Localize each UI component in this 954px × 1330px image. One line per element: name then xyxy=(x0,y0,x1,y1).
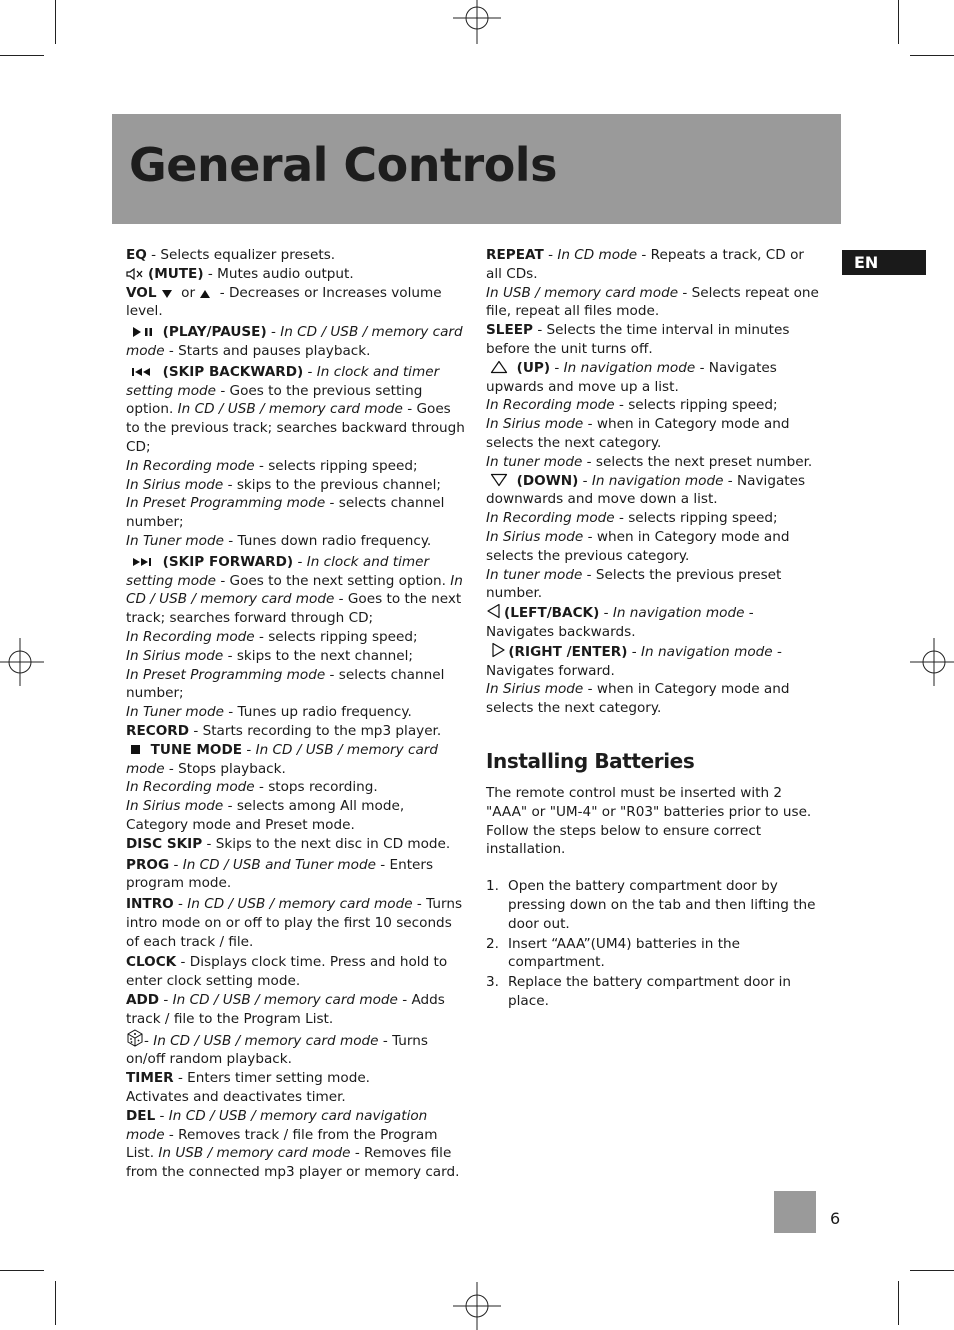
mode-line: In Sirius mode - when in Category mode and selects the next category. xyxy=(486,416,790,451)
skip-forward-icon xyxy=(130,556,154,568)
key-label: (PLAY/PAUSE) xyxy=(162,324,267,341)
left-arrow-icon xyxy=(486,603,502,619)
mode-line: In Preset Programming mode - selects channel number; xyxy=(126,495,445,531)
crop-mark xyxy=(0,1270,44,1271)
skip-forward-entry: (SKIP FORWARD) - In clock and timer setting mode - Goes to the next setting option. In CD / USB / memory card mode - Goes to the next track; searches forward through CD; xyxy=(126,553,463,627)
key-label: REPEAT xyxy=(486,247,544,263)
mode-line: In Recording mode - stops recording. xyxy=(126,779,378,796)
right-column xyxy=(486,246,822,1012)
key-label: INTRO xyxy=(126,896,174,913)
registration-mark-icon xyxy=(0,638,48,686)
up-entry: (UP) - In navigation mode - Navigates upwards and move up a list. xyxy=(486,359,777,395)
mute-icon xyxy=(126,268,144,280)
page-number-tab xyxy=(774,1191,816,1233)
random-entry: - In CD / USB / memory card mode - Turns on/off random playback. xyxy=(126,1029,466,1070)
key-label: ADD xyxy=(126,992,160,1009)
play-pause-entry: (PLAY/PAUSE) - In CD / USB / memory card mode - Starts and pauses playback. xyxy=(126,324,463,359)
sleep-entry: SLEEP - Selects the time interval in minutes before the unit turns off. xyxy=(486,322,790,357)
key-label: PROG xyxy=(126,856,170,873)
crop-mark xyxy=(898,0,899,44)
triangle-up-icon xyxy=(199,289,211,299)
crop-mark xyxy=(910,55,954,56)
list-item: 1. Open the battery compartment door by pressing down on the tab and then lifting the door out. xyxy=(486,878,816,932)
intro-entry: INTRO - In CD / USB / memory card mode - Turns intro mode on or off to play the first 10 seconds of each track / file. xyxy=(126,896,463,950)
list-item: 3. Replace the battery compartment door in place. xyxy=(486,974,792,1009)
mode-line: In Recording mode - selects ripping speed; xyxy=(486,397,778,414)
key-label: RECORD xyxy=(126,722,190,739)
crop-mark xyxy=(910,1270,954,1271)
mode-line: In Sirius mode - skips to the previous channel; xyxy=(126,476,442,493)
timer-line: Activates and deactivates timer. xyxy=(126,1089,346,1106)
mode-line: In Tuner mode - Tunes up radio frequency. xyxy=(126,704,412,721)
key-label: TUNE MODE xyxy=(150,741,243,758)
triangle-down-icon xyxy=(161,289,173,299)
del-entry: DEL - In CD / USB / memory card navigation mode - Removes track / file from the Program List. In USB / memory card mode - Removes file from the connected mp3 player or memory card. xyxy=(126,1107,460,1181)
key-label: (SKIP FORWARD) xyxy=(162,553,294,570)
clock-entry: CLOCK - Displays clock time. Press and hold to enter clock setting mode. xyxy=(126,954,448,990)
mode-line: In Recording mode - selects ripping speed; xyxy=(126,628,418,645)
language-tab: EN xyxy=(842,250,926,275)
crop-mark xyxy=(55,0,56,44)
list-item: 2. Insert “AAA”(UM4) batteries in the compartment. xyxy=(486,935,741,971)
key-label: TIMER xyxy=(126,1070,174,1087)
title-banner xyxy=(112,114,841,224)
mode-line: In tuner mode - Selects the previous preset number. xyxy=(486,566,782,602)
section-heading: Installing Batteries xyxy=(486,748,695,773)
page-number: 6 xyxy=(830,1209,841,1228)
play-pause-icon xyxy=(130,326,154,338)
mode-line: In Sirius mode - when in Category mode and selects the previous category. xyxy=(486,528,790,564)
mode-line: In Sirius mode - selects among All mode, Category mode and Preset mode. xyxy=(126,798,405,833)
disc-skip-entry: DISC SKIP - Skips to the next disc in CD mode. xyxy=(126,835,451,852)
mode-line: In Preset Programming mode - selects channel number; xyxy=(126,666,445,702)
left-back-entry: (LEFT/BACK) - In navigation mode - Navigates backwards. xyxy=(486,605,754,640)
batteries-intro: The remote control must be inserted with 2 "AAA" or "UM-4" or "R03" batteries prior to use. Follow the steps below to ensure correct installation. xyxy=(486,784,812,858)
mode-line: In Sirius mode - skips to the next channel; xyxy=(126,647,414,664)
key-label: VOL xyxy=(126,284,157,301)
skip-backward-icon xyxy=(130,366,154,378)
key-label: DEL xyxy=(126,1107,156,1124)
installation-steps xyxy=(486,877,822,1011)
page-title: General Controls xyxy=(129,138,557,192)
prog-entry: PROG - In CD / USB and Tuner mode - Enters program mode. xyxy=(126,856,434,892)
right-enter-entry: (RIGHT /ENTER) - In navigation mode - Navigates forward. xyxy=(486,643,782,679)
record-entry: RECORD - Starts recording to the mp3 player. xyxy=(126,722,442,739)
up-arrow-icon xyxy=(490,360,508,374)
mode-line: In Tuner mode - Tunes down radio frequency. xyxy=(126,532,432,549)
registration-mark-icon xyxy=(906,638,954,686)
right-arrow-icon xyxy=(490,642,506,658)
left-column xyxy=(126,246,466,1182)
down-arrow-icon xyxy=(490,473,508,487)
mode-line: In Sirius mode - when in Category mode and selects the next category. xyxy=(486,681,790,717)
key-label: (RIGHT /ENTER) xyxy=(508,643,628,660)
key-label: SLEEP xyxy=(486,322,533,339)
mode-line: In Recording mode - selects ripping speed; xyxy=(486,510,778,527)
crop-mark xyxy=(0,55,44,56)
repeat-entry: REPEAT - In CD mode - Repeats a track, CD or all CDs. xyxy=(486,247,804,282)
key-label: CLOCK xyxy=(126,954,177,971)
key-label: (LEFT/BACK) xyxy=(504,605,600,622)
key-label: (MUTE) xyxy=(148,265,204,282)
eq-entry: EQ - Selects equalizer presets. xyxy=(126,247,336,263)
crop-mark xyxy=(898,1281,899,1325)
registration-mark-icon xyxy=(453,0,501,48)
stop-icon xyxy=(130,744,142,756)
key-label: DISC SKIP xyxy=(126,835,203,852)
mode-line: In Recording mode - selects ripping speed; xyxy=(126,457,418,474)
vol-entry: VOL or - Decreases or Increases volume level. xyxy=(126,284,442,320)
key-label: (UP) xyxy=(516,359,551,376)
crop-mark xyxy=(55,1281,56,1325)
tune-mode-entry: TUNE MODE - In CD / USB / memory card mode - Stops playback. xyxy=(126,741,438,777)
mode-line: In tuner mode - selects the next preset number. xyxy=(486,453,813,470)
key-label: (SKIP BACKWARD) xyxy=(162,363,304,380)
mode-line: In USB / memory card mode - Selects repeat one file, repeat all files mode. xyxy=(486,284,819,320)
down-entry: (DOWN) - In navigation mode - Navigates downwards and move down a list. xyxy=(486,472,806,508)
add-entry: ADD - In CD / USB / memory card mode - Adds track / file to the Program List. xyxy=(126,992,445,1027)
shuffle-dice-icon xyxy=(126,1029,144,1047)
key-label: (DOWN) xyxy=(516,472,579,489)
registration-mark-icon xyxy=(453,1282,501,1330)
timer-entry: TIMER - Enters timer setting mode. xyxy=(126,1070,371,1087)
mute-entry: (MUTE) - Mutes audio output. xyxy=(126,265,466,284)
skip-backward-entry: (SKIP BACKWARD) - In clock and timer setting mode - Goes to the previous setting option. In CD / USB / memory card mode - Goes to the previous track; searches backward through CD; xyxy=(126,363,465,455)
key-label: EQ xyxy=(126,247,147,263)
